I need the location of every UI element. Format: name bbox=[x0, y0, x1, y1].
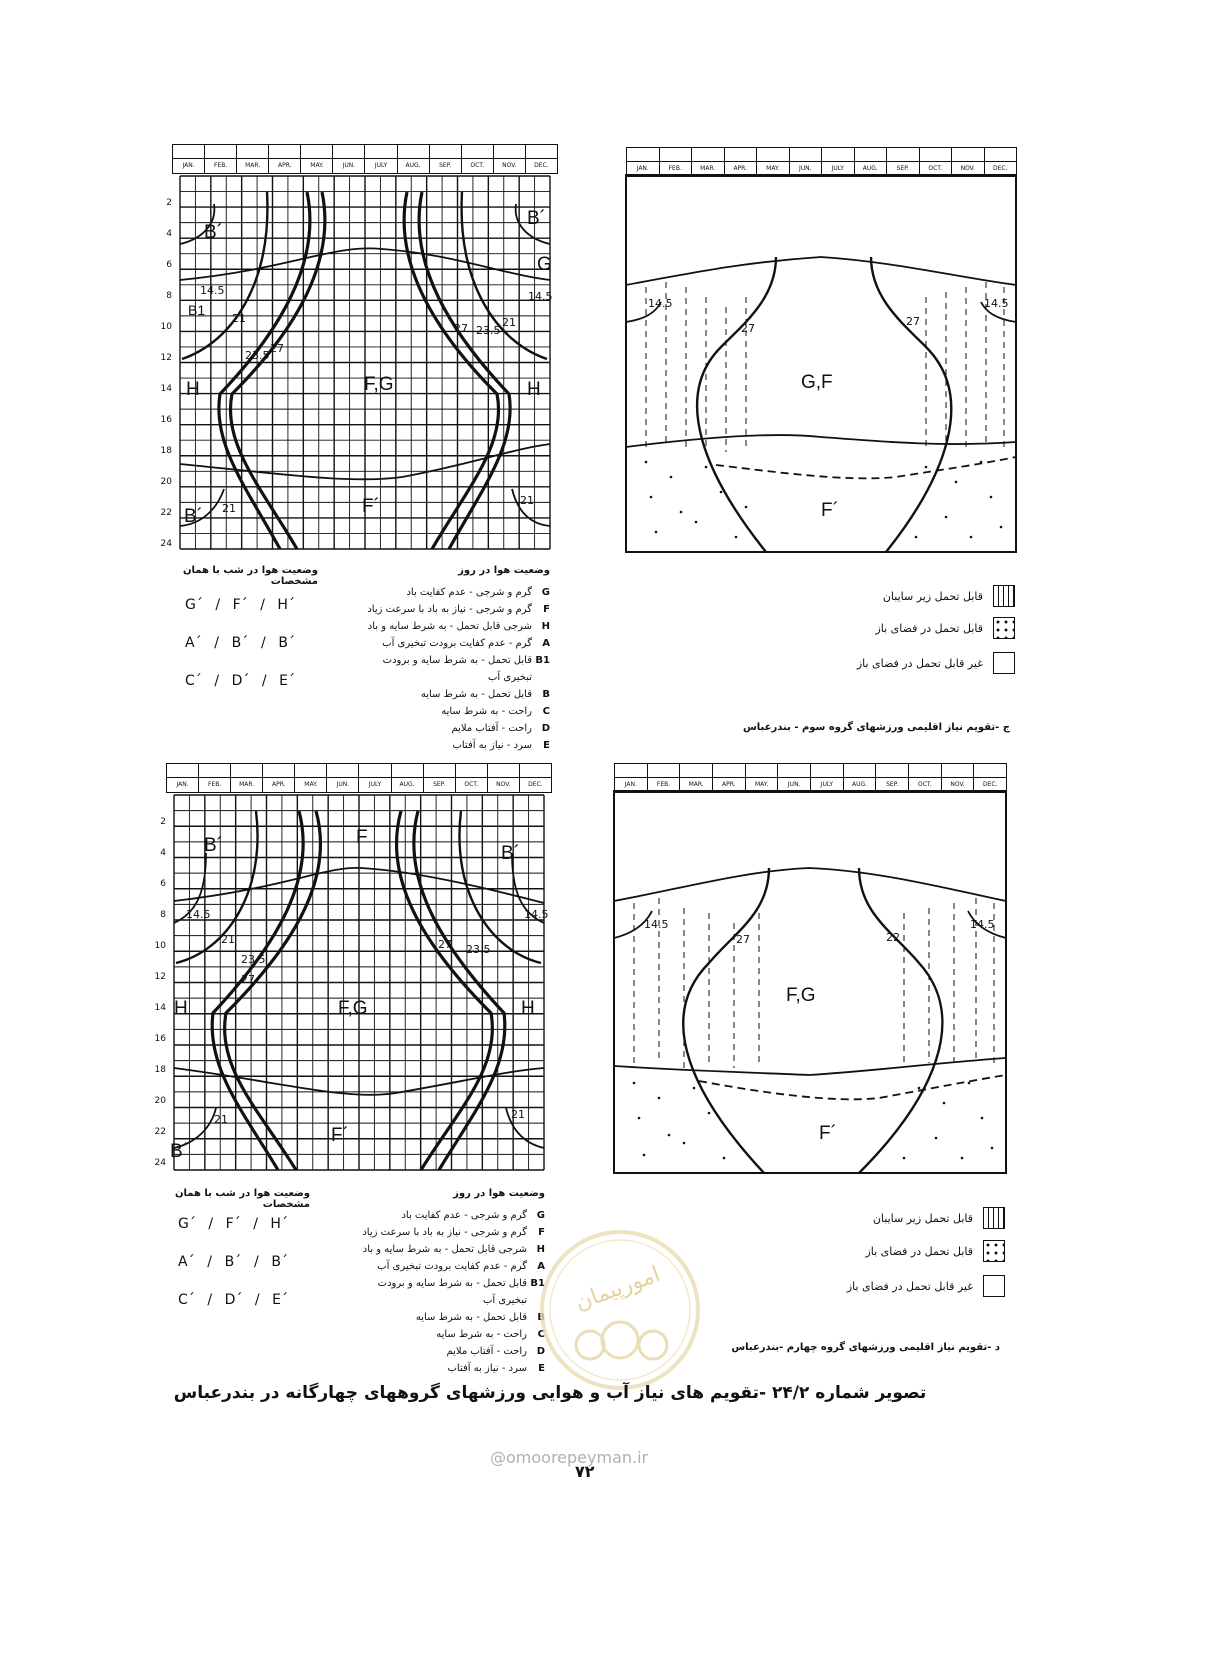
hour-label: 6 bbox=[166, 260, 172, 270]
caption-bottom: د -تقویم نیاز اقلیمی ورزشهای گروه چهارم -بندرعباس bbox=[731, 1342, 1000, 1353]
isotherm-label: 23.5 bbox=[466, 943, 491, 956]
region-label: F´ bbox=[821, 500, 839, 521]
watermark-logo-text: امورپیمان bbox=[572, 1262, 664, 1316]
hour-label: 2 bbox=[160, 817, 166, 827]
isotherm-label: 27 bbox=[270, 342, 284, 355]
isotherm-label: 23.5 bbox=[476, 324, 501, 337]
hour-label: 20 bbox=[154, 1096, 166, 1106]
watermark-logo bbox=[535, 1225, 705, 1395]
vertical-lines-swatch bbox=[983, 1207, 1005, 1229]
hour-label: 12 bbox=[160, 353, 172, 363]
isotherm-curves bbox=[172, 144, 557, 549]
hour-label: 4 bbox=[160, 848, 166, 858]
region-label: B´ bbox=[527, 208, 546, 229]
isotherm-label: 14.5 bbox=[524, 908, 549, 921]
hour-label: 12 bbox=[154, 972, 166, 982]
hour-label: 16 bbox=[154, 1034, 166, 1044]
region-label: F,G bbox=[786, 985, 816, 1006]
month-header-en: JAN. FEB. MAR. APR. MAY. JUN. JULY AUG. SEP. OCT. NOV. DEC. bbox=[614, 777, 1007, 793]
hour-label: 2 bbox=[166, 198, 172, 208]
region-label: B´ bbox=[204, 835, 223, 856]
isotherm-label: 21 bbox=[520, 494, 534, 507]
isotherm-label: 27 bbox=[241, 973, 255, 986]
isotherm-label: 27 bbox=[741, 322, 755, 335]
hour-label: 22 bbox=[154, 1127, 166, 1137]
region-label: B1 bbox=[188, 302, 206, 318]
region-label: B´ bbox=[501, 843, 520, 864]
isotherm-label: 21 bbox=[221, 933, 235, 946]
region-label: H bbox=[527, 379, 541, 400]
month-header-en: JAN. FEB. MAR. APR. MAY. JUN. JULY AUG. SEP. OCT. NOV. DEC. bbox=[166, 777, 552, 793]
region-label: G bbox=[537, 254, 552, 275]
zone-legend-open: قابل تحمل در فضای باز bbox=[835, 617, 1015, 639]
hour-label: 22 bbox=[160, 508, 172, 518]
isotherm-label: 22 bbox=[886, 931, 900, 944]
isotherm-label: 27 bbox=[906, 315, 920, 328]
isotherm-label: 14.5 bbox=[200, 284, 225, 297]
caption-top: ج -تقویم نیاز اقلیمی ورزشهای گروه سوم - بندرعباس bbox=[743, 722, 1010, 733]
region-label: H bbox=[521, 998, 535, 1019]
zone-plot bbox=[614, 763, 1006, 1173]
isotherm-label: 27 bbox=[454, 322, 468, 335]
isotherm-label: 27 bbox=[736, 933, 750, 946]
month-header-en: JAN. FEB. MAR. APR. MAY. JUN. JULY AUG. SEP. OCT. NOV. DEC. bbox=[172, 158, 558, 174]
figure-caption: تصویر شماره ۲۴/۲ -تقویم های نیاز آب و هوایی ورزشهای گروههای چهارگانه در بندرعباس bbox=[173, 1383, 927, 1403]
grid-chart-bottom-left bbox=[154, 763, 551, 1170]
page-number: ۷۲ bbox=[575, 1462, 595, 1481]
grid-chart-top-left bbox=[160, 144, 557, 549]
region-label: B´ bbox=[204, 222, 223, 243]
hour-label: 20 bbox=[160, 477, 172, 487]
isotherm-label: 14.5 bbox=[648, 297, 673, 310]
hour-label: 4 bbox=[166, 229, 172, 239]
hour-label: 24 bbox=[154, 1158, 166, 1168]
day-legend: وضعیت هوا در روز G گرم و شرجی - عدم کفایت باد F گرم و شرجی - نیاز به باد با سرعت زیاد H شرجی قابل تحمل - به شرط سایه و باد A گرم - عدم کفایت برودت تبخیری آب B1 قابل تحمل - به شرط سایه و برودت تبخیری آب B قابل تحمل - به شرط سایه C راحت - به شرط سایه D راحت - آفتاب ملایم E سرد - نیاز به آفتاب bbox=[367, 565, 550, 751]
region-label: B´ bbox=[170, 1141, 189, 1162]
isotherm-label: 21 bbox=[214, 1113, 228, 1126]
night-legend: G´ / F´ / H´ A´ / B´ / B´ C´ / D´ / E´ bbox=[185, 597, 295, 689]
zone-chart-top-right bbox=[626, 147, 1016, 552]
region-label: F´ bbox=[819, 1123, 837, 1144]
hour-label: 14 bbox=[160, 384, 172, 394]
month-header-en: JAN. FEB. MAR. APR. MAY. JUN. JULY AUG. SEP. OCT. NOV. DEC. bbox=[626, 161, 1017, 177]
hour-label: 18 bbox=[160, 446, 172, 456]
region-label: F,G bbox=[338, 998, 368, 1019]
isotherm-label: 14.5 bbox=[644, 918, 669, 931]
dots-swatch bbox=[983, 1240, 1005, 1262]
zone-legend-none: غیر قابل تحمل در فضای باز bbox=[835, 652, 1015, 674]
isotherm-label: 14.5 bbox=[984, 297, 1009, 310]
hour-label: 14 bbox=[154, 1003, 166, 1013]
isotherm-label: 21 bbox=[511, 1108, 525, 1121]
isotherm-label: 23.5 bbox=[245, 349, 270, 362]
zone-legend-none: غیر قابل تحمل در فضای باز bbox=[820, 1275, 1005, 1297]
zone-legend-shade: قابل تحمل زیر سایبان bbox=[835, 585, 1015, 607]
isotherm-label: 23.5 bbox=[241, 953, 266, 966]
isotherm-label: 21 bbox=[222, 502, 236, 515]
region-label: H bbox=[186, 379, 200, 400]
zone-legend-open: قابل تحمل در فضای باز bbox=[820, 1240, 1005, 1262]
region-label: F´ bbox=[331, 1125, 349, 1146]
zone-legend-shade: قابل تحمل زیر سایبان bbox=[820, 1207, 1005, 1229]
hour-label: 18 bbox=[154, 1065, 166, 1075]
hour-label: 16 bbox=[160, 415, 172, 425]
dots-swatch bbox=[993, 617, 1015, 639]
region-label: F´ bbox=[362, 496, 380, 517]
blank-swatch bbox=[983, 1275, 1005, 1297]
isotherm-label: 14.5 bbox=[970, 918, 995, 931]
night-legend-heading: وضعیت هوا در شب با همان مشخصات bbox=[175, 1188, 310, 1210]
region-label: G,F bbox=[801, 372, 833, 393]
isotherm-label: 14.5 bbox=[528, 290, 553, 303]
hour-label: 8 bbox=[160, 910, 166, 920]
hour-label: 6 bbox=[160, 879, 166, 889]
hour-label: 24 bbox=[160, 539, 172, 549]
hour-label: 8 bbox=[166, 291, 172, 301]
watermark-url: @omoorepeyman.ir bbox=[490, 1448, 649, 1467]
hour-label: 10 bbox=[160, 322, 172, 332]
vertical-lines-swatch bbox=[993, 585, 1015, 607]
isotherm-label: 14.5 bbox=[186, 908, 211, 921]
night-legend-heading: وضعیت هوا در شب با همان مشخصات bbox=[183, 565, 318, 587]
region-label: F bbox=[356, 827, 368, 848]
zone-chart-bottom-right bbox=[614, 763, 1006, 1173]
isotherm-label: 27 bbox=[438, 938, 452, 951]
isotherm-label: 21 bbox=[232, 312, 246, 325]
region-label: H bbox=[174, 998, 188, 1019]
isotherm-label: 21 bbox=[502, 316, 516, 329]
day-legend: وضعیت هوا در روز G گرم و شرجی - عدم کفایت باد F گرم و شرجی - نیاز به باد با سرعت زیاد H شرجی قابل تحمل - به شرط سایه و باد A گرم - عدم کفایت برودت تبخیری آب B1 قابل تحمل - به شرط سایه و برودت تبخیری آب B قابل تحمل - به شرط سایه C راحت - به شرط سایه D راحت - آفتاب ملایم E سرد - نیاز به آفتاب bbox=[362, 1188, 545, 1374]
hour-label: 10 bbox=[154, 941, 166, 951]
night-legend: G´ / F´ / H´ A´ / B´ / B´ C´ / D´ / E´ bbox=[178, 1216, 288, 1308]
region-label: F,G bbox=[364, 374, 394, 395]
region-label: B´ bbox=[184, 506, 203, 527]
isotherm-curves bbox=[166, 763, 551, 1170]
blank-swatch bbox=[993, 652, 1015, 674]
zone-plot bbox=[626, 147, 1016, 552]
